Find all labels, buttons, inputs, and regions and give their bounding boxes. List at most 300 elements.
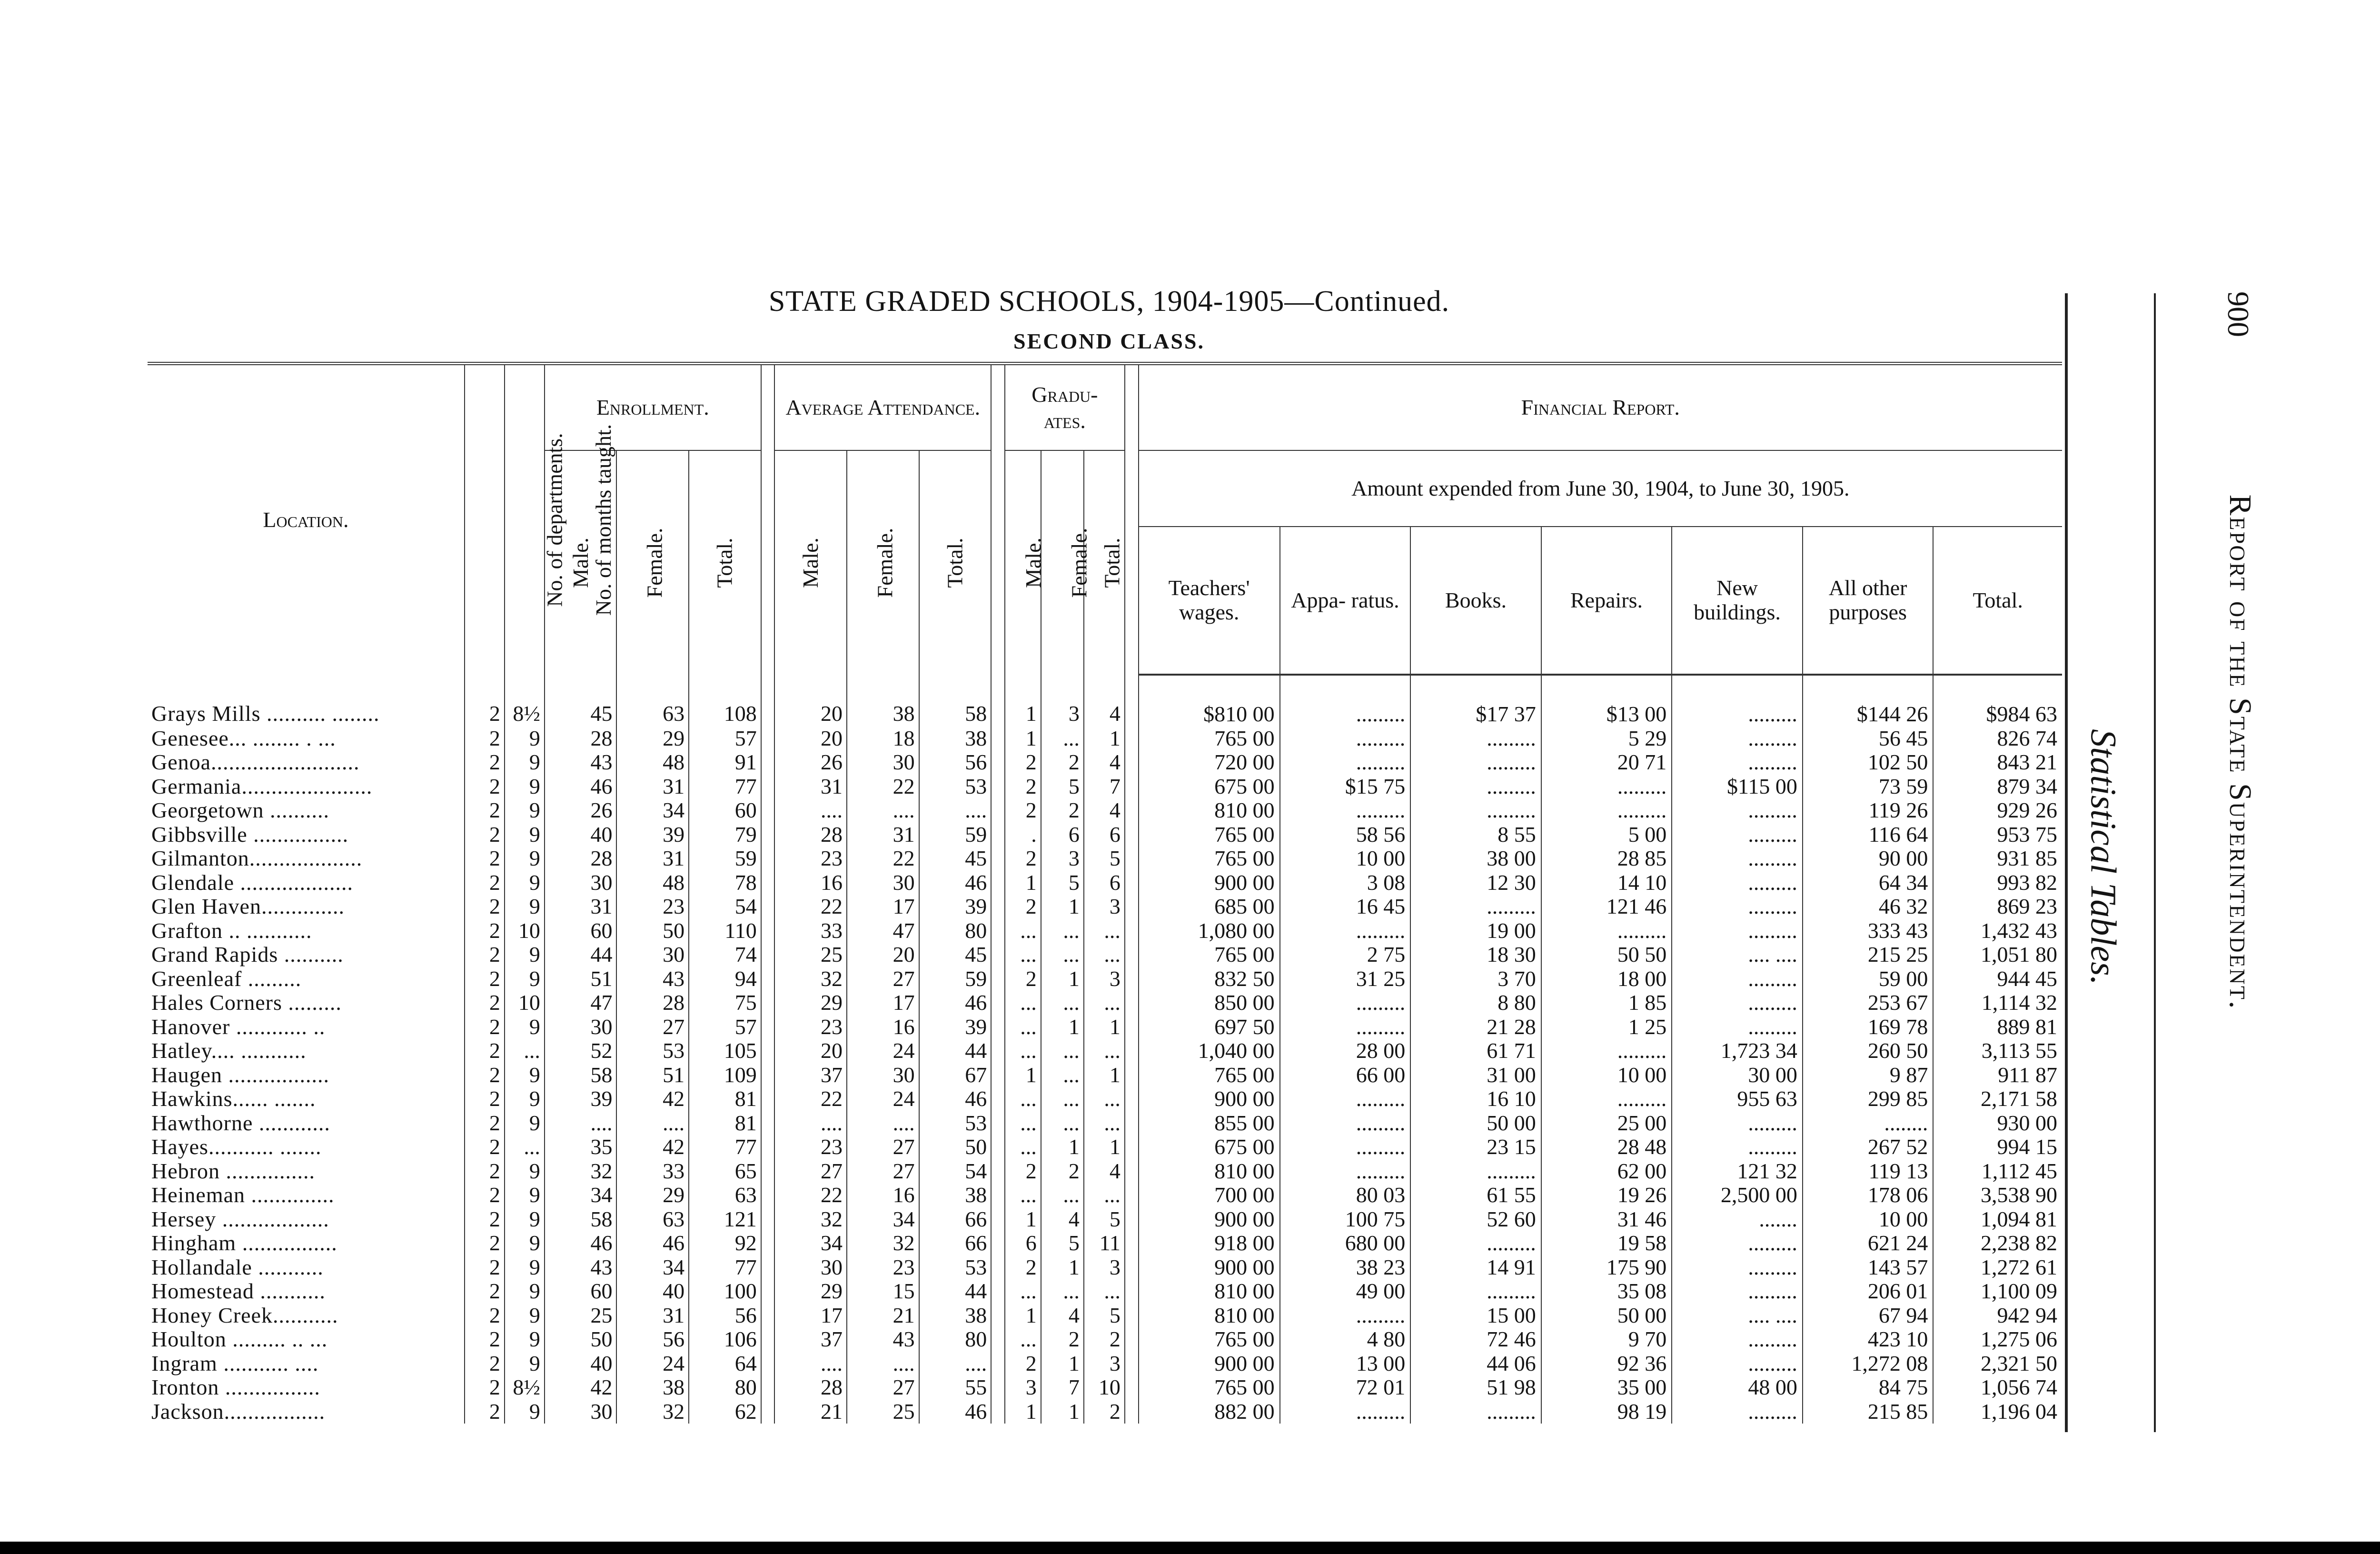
- other-cell: 143 57: [1803, 1255, 1934, 1280]
- fin-total-cell: 2,171 58: [1933, 1087, 2062, 1111]
- attend-male-cell: 29: [774, 1279, 847, 1304]
- attend-total-cell: 66: [919, 1231, 992, 1255]
- buildings-cell: .........: [1672, 1231, 1803, 1255]
- gap-cell: [761, 895, 775, 919]
- enroll-female-cell: 46: [616, 1231, 689, 1255]
- other-cell: 119 26: [1803, 798, 1934, 823]
- wages-cell: 832 50: [1139, 967, 1280, 991]
- enroll-total-cell: 56: [689, 1304, 761, 1328]
- gap-cell: [1125, 1255, 1139, 1280]
- gap-cell: [991, 1159, 1005, 1184]
- enroll-female-cell: 29: [616, 727, 689, 751]
- departments-cell: 2: [465, 1255, 505, 1280]
- other-cell: 116 64: [1803, 823, 1934, 847]
- gap-cell: [1125, 1183, 1139, 1207]
- header-attend-male: Male.: [774, 450, 847, 675]
- gap-cell: [761, 871, 775, 895]
- grad-male-cell: ...: [1005, 1111, 1041, 1136]
- gap-cell: [1125, 967, 1139, 991]
- apparatus-cell: 49 00: [1280, 1279, 1411, 1304]
- grad-total-cell: 5: [1084, 847, 1125, 871]
- header-attendance: Average Attendance.: [774, 364, 991, 451]
- gap-cell: [761, 675, 775, 727]
- gap-cell: [1125, 871, 1139, 895]
- attend-male-cell: 23: [774, 847, 847, 871]
- page-number: 900: [2221, 291, 2255, 337]
- repairs-cell: 1 85: [1541, 991, 1672, 1015]
- other-cell: 84 75: [1803, 1375, 1934, 1400]
- months-cell: 9: [505, 895, 545, 919]
- books-cell: .........: [1410, 775, 1541, 799]
- grad-male-cell: 6: [1005, 1231, 1041, 1255]
- attend-male-cell: 25: [774, 943, 847, 967]
- attend-total-cell: 58: [919, 675, 992, 727]
- months-cell: 9: [505, 750, 545, 775]
- grad-total-cell: ...: [1084, 1111, 1125, 1136]
- gap-cell: [761, 1231, 775, 1255]
- enroll-total-cell: 59: [689, 847, 761, 871]
- books-cell: .........: [1410, 727, 1541, 751]
- buildings-cell: .........: [1672, 1400, 1803, 1424]
- location-cell: Grand Rapids ..........: [151, 943, 344, 967]
- gap-cell: [1125, 823, 1139, 847]
- attend-total-cell: 67: [919, 1063, 992, 1087]
- attend-total-cell: 59: [919, 967, 992, 991]
- location-cell: Houlton ......... .. ...: [151, 1327, 328, 1352]
- months-cell: 9: [505, 1352, 545, 1376]
- gap-cell: [761, 1159, 775, 1184]
- apparatus-cell: .........: [1280, 675, 1411, 727]
- other-cell: 59 00: [1803, 967, 1934, 991]
- location-cell: Gibbsville ................: [151, 822, 349, 847]
- gap-cell: [991, 847, 1005, 871]
- other-cell: 206 01: [1803, 1279, 1934, 1304]
- enroll-female-cell: 43: [616, 967, 689, 991]
- location-cell: Hales Corners .........: [151, 991, 342, 1015]
- location-cell: Hollandale ...........: [151, 1255, 324, 1279]
- header-gap: [991, 364, 1005, 675]
- enroll-female-cell: 48: [616, 871, 689, 895]
- enroll-female-cell: 38: [616, 1375, 689, 1400]
- enroll-female-cell: 32: [616, 1400, 689, 1424]
- books-cell: 8 55: [1410, 823, 1541, 847]
- table-row: [148, 1087, 2062, 1111]
- wages-cell: 720 00: [1139, 750, 1280, 775]
- repairs-cell: .........: [1541, 1039, 1672, 1063]
- enroll-total-cell: 57: [689, 1015, 761, 1039]
- location-cell: Grafton .. ...........: [151, 918, 312, 943]
- header-all-other: All other purposes: [1803, 527, 1934, 675]
- gap-cell: [1125, 1304, 1139, 1328]
- attend-female-cell: 16: [847, 1183, 919, 1207]
- grad-total-cell: 4: [1084, 1159, 1125, 1184]
- header-apparatus: Appa- ratus.: [1280, 527, 1411, 675]
- gap-cell: [991, 823, 1005, 847]
- apparatus-cell: 58 56: [1280, 823, 1411, 847]
- buildings-cell: 2,500 00: [1672, 1183, 1803, 1207]
- grad-male-cell: 2: [1005, 1255, 1041, 1280]
- gap-cell: [991, 798, 1005, 823]
- location-cell: Jackson.................: [151, 1399, 326, 1424]
- books-cell: $17 37: [1410, 675, 1541, 727]
- enroll-male-cell: 30: [545, 1015, 617, 1039]
- gap-cell: [761, 798, 775, 823]
- months-cell: 9: [505, 1063, 545, 1087]
- gap-cell: [991, 1087, 1005, 1111]
- gap-cell: [1125, 1039, 1139, 1063]
- books-cell: 3 70: [1410, 967, 1541, 991]
- table-row: [148, 1159, 2062, 1184]
- grad-female-cell: 2: [1041, 750, 1084, 775]
- grad-total-cell: 4: [1084, 750, 1125, 775]
- apparatus-cell: .........: [1280, 727, 1411, 751]
- enroll-total-cell: 100: [689, 1279, 761, 1304]
- grad-female-cell: 5: [1041, 1231, 1084, 1255]
- buildings-cell: .........: [1672, 1327, 1803, 1352]
- gap-cell: [991, 775, 1005, 799]
- attend-total-cell: 46: [919, 1400, 992, 1424]
- gap-cell: [991, 1279, 1005, 1304]
- enroll-total-cell: 65: [689, 1159, 761, 1184]
- gap-cell: [761, 1327, 775, 1352]
- other-cell: 260 50: [1803, 1039, 1934, 1063]
- enroll-male-cell: 42: [545, 1375, 617, 1400]
- apparatus-cell: .........: [1280, 1159, 1411, 1184]
- grad-female-cell: ...: [1041, 943, 1084, 967]
- attend-male-cell: 20: [774, 675, 847, 727]
- wages-cell: 810 00: [1139, 1159, 1280, 1184]
- enroll-total-cell: 110: [689, 919, 761, 943]
- apparatus-cell: .........: [1280, 798, 1411, 823]
- gap-cell: [991, 1015, 1005, 1039]
- apparatus-cell: 28 00: [1280, 1039, 1411, 1063]
- grad-total-cell: 1: [1084, 1063, 1125, 1087]
- books-cell: 8 80: [1410, 991, 1541, 1015]
- enroll-male-cell: 25: [545, 1304, 617, 1328]
- enroll-total-cell: 81: [689, 1087, 761, 1111]
- attend-female-cell: 30: [847, 1063, 919, 1087]
- enroll-total-cell: 91: [689, 750, 761, 775]
- books-cell: 19 00: [1410, 919, 1541, 943]
- repairs-cell: 25 00: [1541, 1111, 1672, 1136]
- grad-female-cell: ...: [1041, 727, 1084, 751]
- attend-male-cell: 23: [774, 1135, 847, 1159]
- gap-cell: [761, 943, 775, 967]
- enroll-total-cell: 62: [689, 1400, 761, 1424]
- gap-cell: [761, 775, 775, 799]
- attend-female-cell: 27: [847, 1159, 919, 1184]
- months-cell: 10: [505, 919, 545, 943]
- attend-male-cell: 27: [774, 1159, 847, 1184]
- wages-cell: $810 00: [1139, 675, 1280, 727]
- attend-female-cell: 27: [847, 1375, 919, 1400]
- other-cell: 67 94: [1803, 1304, 1934, 1328]
- months-cell: 9: [505, 1279, 545, 1304]
- table-row: [148, 1352, 2062, 1376]
- repairs-cell: 98 19: [1541, 1400, 1672, 1424]
- buildings-cell: 1,723 34: [1672, 1039, 1803, 1063]
- fin-total-cell: 826 74: [1933, 727, 2062, 751]
- wages-cell: 900 00: [1139, 1352, 1280, 1376]
- buildings-cell: .........: [1672, 750, 1803, 775]
- gap-cell: [991, 1231, 1005, 1255]
- gap-cell: [761, 1039, 775, 1063]
- gap-cell: [761, 750, 775, 775]
- buildings-cell: .........: [1672, 871, 1803, 895]
- attend-female-cell: ....: [847, 1352, 919, 1376]
- fin-total-cell: 1,094 81: [1933, 1207, 2062, 1232]
- grad-male-cell: ...: [1005, 1039, 1041, 1063]
- location-cell: Genoa.........................: [151, 750, 360, 775]
- grad-female-cell: ...: [1041, 1087, 1084, 1111]
- table-row: [148, 943, 2062, 967]
- attend-male-cell: 17: [774, 1304, 847, 1328]
- header-grad-total: Total.: [1084, 450, 1125, 675]
- grad-female-cell: ...: [1041, 1183, 1084, 1207]
- location-cell: Hingham ................: [151, 1231, 337, 1255]
- gap-cell: [1125, 1400, 1139, 1424]
- buildings-cell: .........: [1672, 823, 1803, 847]
- other-cell: 119 13: [1803, 1159, 1934, 1184]
- enroll-female-cell: 29: [616, 1183, 689, 1207]
- grad-female-cell: 1: [1041, 967, 1084, 991]
- buildings-cell: .... ....: [1672, 1304, 1803, 1328]
- grad-male-cell: 2: [1005, 750, 1041, 775]
- grad-female-cell: 4: [1041, 1207, 1084, 1232]
- wages-cell: 855 00: [1139, 1111, 1280, 1136]
- grad-male-cell: ...: [1005, 1135, 1041, 1159]
- months-cell: 9: [505, 943, 545, 967]
- enroll-male-cell: 43: [545, 1255, 617, 1280]
- header-enroll-total: Total.: [689, 450, 761, 675]
- header-departments: No. of departments.: [465, 364, 505, 675]
- gap-cell: [1125, 991, 1139, 1015]
- departments-cell: 2: [465, 798, 505, 823]
- attend-female-cell: 27: [847, 967, 919, 991]
- gap-cell: [1125, 1135, 1139, 1159]
- repairs-cell: $13 00: [1541, 675, 1672, 727]
- attend-male-cell: 20: [774, 1039, 847, 1063]
- table-row: [148, 991, 2062, 1015]
- books-cell: 38 00: [1410, 847, 1541, 871]
- grad-total-cell: 3: [1084, 1255, 1125, 1280]
- departments-cell: 2: [465, 675, 505, 727]
- apparatus-cell: .........: [1280, 991, 1411, 1015]
- repairs-cell: 50 00: [1541, 1304, 1672, 1328]
- enroll-male-cell: 32: [545, 1159, 617, 1184]
- enroll-total-cell: 75: [689, 991, 761, 1015]
- grad-male-cell: ...: [1005, 943, 1041, 967]
- grad-female-cell: 3: [1041, 675, 1084, 727]
- attend-female-cell: 30: [847, 871, 919, 895]
- location-cell: Hawthorne ............: [151, 1111, 330, 1135]
- gap-cell: [991, 895, 1005, 919]
- grad-female-cell: 2: [1041, 798, 1084, 823]
- gap-cell: [1125, 1352, 1139, 1376]
- fin-total-cell: 1,275 06: [1933, 1327, 2062, 1352]
- months-cell: 9: [505, 1255, 545, 1280]
- enroll-female-cell: ....: [616, 1111, 689, 1136]
- gap-cell: [991, 1400, 1005, 1424]
- grad-total-cell: 4: [1084, 798, 1125, 823]
- header-books: Books.: [1410, 527, 1541, 675]
- apparatus-cell: .........: [1280, 1015, 1411, 1039]
- gap-cell: [1125, 1207, 1139, 1232]
- enroll-total-cell: 94: [689, 967, 761, 991]
- months-cell: ...: [505, 1039, 545, 1063]
- months-cell: 9: [505, 1304, 545, 1328]
- header-repairs: Repairs.: [1541, 527, 1672, 675]
- gap-cell: [761, 1304, 775, 1328]
- wages-cell: 765 00: [1139, 943, 1280, 967]
- section-heading: Statistical Tables.: [2083, 729, 2123, 985]
- books-cell: 61 55: [1410, 1183, 1541, 1207]
- enroll-total-cell: 54: [689, 895, 761, 919]
- wages-cell: 765 00: [1139, 847, 1280, 871]
- grad-total-cell: 2: [1084, 1400, 1125, 1424]
- wages-cell: 900 00: [1139, 871, 1280, 895]
- grad-total-cell: 10: [1084, 1375, 1125, 1400]
- enroll-female-cell: 34: [616, 1255, 689, 1280]
- buildings-cell: 955 63: [1672, 1087, 1803, 1111]
- gap-cell: [1125, 1087, 1139, 1111]
- enroll-male-cell: 30: [545, 1400, 617, 1424]
- attend-female-cell: 20: [847, 943, 919, 967]
- repairs-cell: 19 26: [1541, 1183, 1672, 1207]
- attend-male-cell: 33: [774, 919, 847, 943]
- books-cell: 61 71: [1410, 1039, 1541, 1063]
- enroll-male-cell: 26: [545, 798, 617, 823]
- attend-male-cell: 32: [774, 1207, 847, 1232]
- attend-male-cell: ....: [774, 1111, 847, 1136]
- other-cell: 1,272 08: [1803, 1352, 1934, 1376]
- attend-total-cell: 39: [919, 895, 992, 919]
- table-row: [148, 798, 2062, 823]
- other-cell: 333 43: [1803, 919, 1934, 943]
- enroll-total-cell: 79: [689, 823, 761, 847]
- gap-cell: [761, 1207, 775, 1232]
- enroll-total-cell: 108: [689, 675, 761, 727]
- location-cell: Germania......................: [151, 774, 373, 798]
- gap-cell: [991, 919, 1005, 943]
- enroll-male-cell: 35: [545, 1135, 617, 1159]
- table-row: [148, 1015, 2062, 1039]
- table-row: [148, 675, 2062, 727]
- fin-total-cell: 993 82: [1933, 871, 2062, 895]
- gap-cell: [761, 1111, 775, 1136]
- enroll-female-cell: 56: [616, 1327, 689, 1352]
- attend-total-cell: 80: [919, 1327, 992, 1352]
- attend-female-cell: 31: [847, 823, 919, 847]
- attend-total-cell: 38: [919, 727, 992, 751]
- attend-male-cell: 37: [774, 1063, 847, 1087]
- enroll-male-cell: 34: [545, 1183, 617, 1207]
- grad-male-cell: 1: [1005, 871, 1041, 895]
- location-cell: Grays Mills .......... ........: [151, 701, 380, 726]
- grad-female-cell: 6: [1041, 823, 1084, 847]
- apparatus-cell: 680 00: [1280, 1231, 1411, 1255]
- enroll-total-cell: 92: [689, 1231, 761, 1255]
- attend-total-cell: 53: [919, 775, 992, 799]
- enroll-female-cell: 28: [616, 991, 689, 1015]
- repairs-cell: 18 00: [1541, 967, 1672, 991]
- grad-male-cell: 1: [1005, 727, 1041, 751]
- attend-female-cell: 47: [847, 919, 919, 943]
- repairs-cell: 19 58: [1541, 1231, 1672, 1255]
- other-cell: 56 45: [1803, 727, 1934, 751]
- other-cell: 267 52: [1803, 1135, 1934, 1159]
- attend-total-cell: 39: [919, 1015, 992, 1039]
- gap-cell: [991, 1063, 1005, 1087]
- repairs-cell: 10 00: [1541, 1063, 1672, 1087]
- months-cell: 10: [505, 991, 545, 1015]
- gap-cell: [991, 1039, 1005, 1063]
- grad-total-cell: ...: [1084, 1039, 1125, 1063]
- fin-total-cell: 1,272 61: [1933, 1255, 2062, 1280]
- apparatus-cell: 16 45: [1280, 895, 1411, 919]
- location-cell: Gilmanton...................: [151, 847, 363, 871]
- enroll-female-cell: 34: [616, 798, 689, 823]
- wages-cell: 765 00: [1139, 1063, 1280, 1087]
- books-cell: 31 00: [1410, 1063, 1541, 1087]
- repairs-cell: 92 36: [1541, 1352, 1672, 1376]
- apparatus-cell: 38 23: [1280, 1255, 1411, 1280]
- buildings-cell: .........: [1672, 1135, 1803, 1159]
- table-row: [148, 727, 2062, 751]
- departments-cell: 2: [465, 1400, 505, 1424]
- header-attend-total: Total.: [919, 450, 992, 675]
- apparatus-cell: .........: [1280, 1304, 1411, 1328]
- grad-male-cell: ...: [1005, 1183, 1041, 1207]
- grad-total-cell: 3: [1084, 967, 1125, 991]
- gap-cell: [1125, 750, 1139, 775]
- fin-total-cell: 1,114 32: [1933, 991, 2062, 1015]
- fin-total-cell: 929 26: [1933, 798, 2062, 823]
- grad-male-cell: ...: [1005, 1087, 1041, 1111]
- gap-cell: [761, 1400, 775, 1424]
- enroll-total-cell: 77: [689, 1255, 761, 1280]
- header-attend-female: Female.: [847, 450, 919, 675]
- grad-total-cell: 4: [1084, 675, 1125, 727]
- enroll-male-cell: 47: [545, 991, 617, 1015]
- gap-cell: [761, 991, 775, 1015]
- attend-total-cell: 46: [919, 871, 992, 895]
- enroll-total-cell: 77: [689, 775, 761, 799]
- gap-cell: [1125, 919, 1139, 943]
- grad-male-cell: 2: [1005, 1352, 1041, 1376]
- enroll-male-cell: 39: [545, 1087, 617, 1111]
- repairs-cell: 28 48: [1541, 1135, 1672, 1159]
- table-row: [148, 1207, 2062, 1232]
- fin-total-cell: 1,432 43: [1933, 919, 2062, 943]
- attend-female-cell: 22: [847, 775, 919, 799]
- gap-cell: [761, 1135, 775, 1159]
- table-row: [148, 750, 2062, 775]
- gap-cell: [1125, 847, 1139, 871]
- grad-total-cell: ...: [1084, 1279, 1125, 1304]
- other-cell: 10 00: [1803, 1207, 1934, 1232]
- repairs-cell: .........: [1541, 1087, 1672, 1111]
- apparatus-cell: 72 01: [1280, 1375, 1411, 1400]
- attend-female-cell: 34: [847, 1207, 919, 1232]
- buildings-cell: .........: [1672, 798, 1803, 823]
- grad-total-cell: 3: [1084, 895, 1125, 919]
- buildings-cell: .........: [1672, 1111, 1803, 1136]
- grad-male-cell: 2: [1005, 967, 1041, 991]
- repairs-cell: 121 46: [1541, 895, 1672, 919]
- enroll-male-cell: 43: [545, 750, 617, 775]
- attend-total-cell: 38: [919, 1183, 992, 1207]
